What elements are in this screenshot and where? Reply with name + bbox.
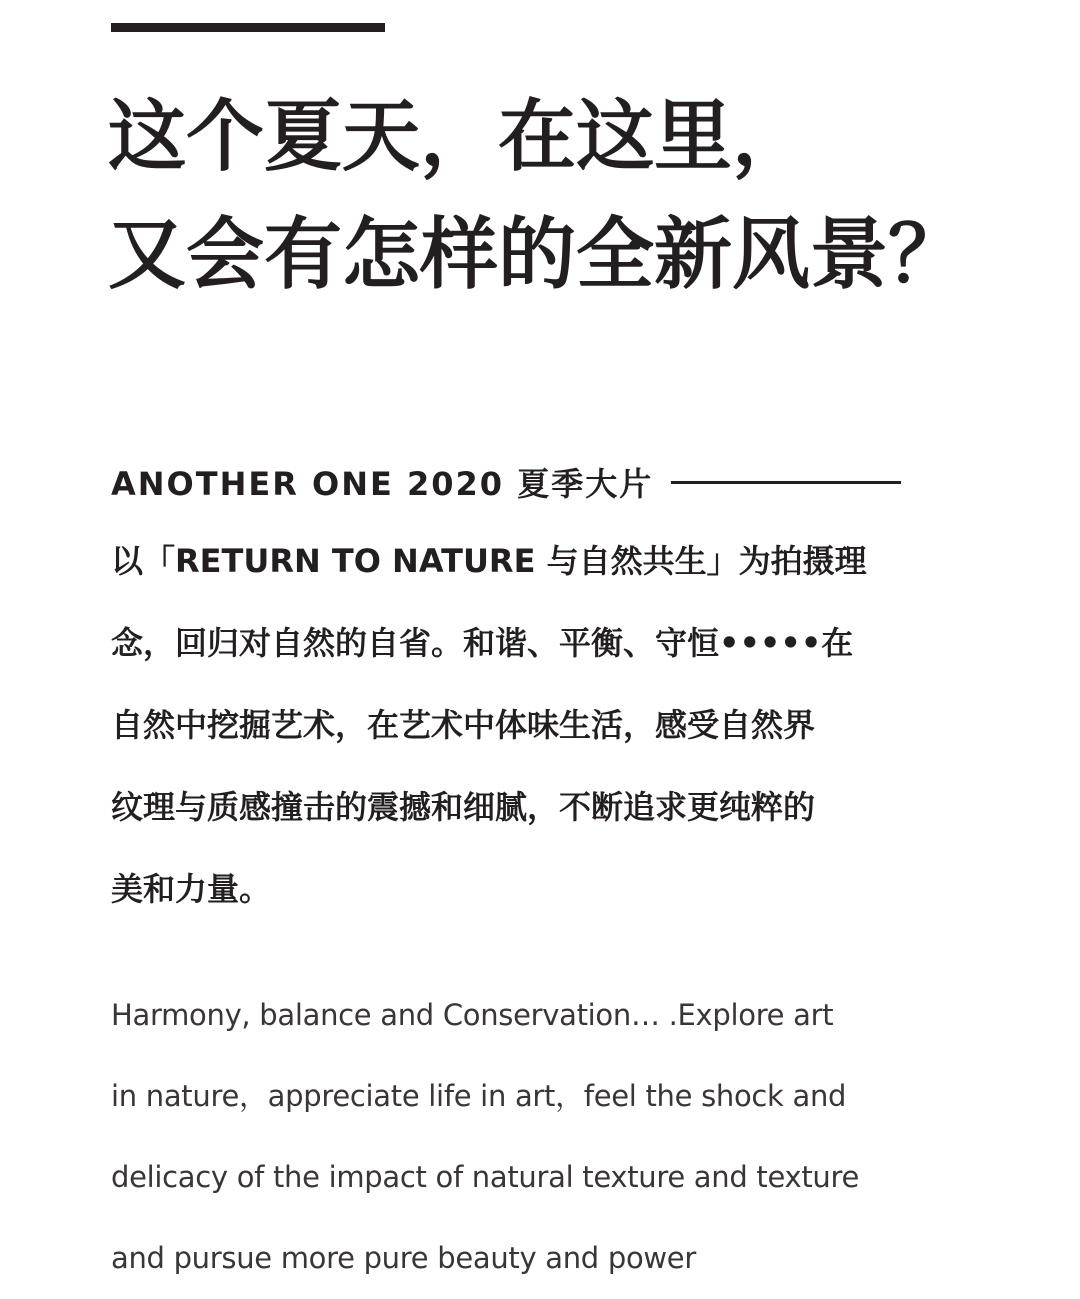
chinese-paragraph-line: 以「RETURN TO NATURE 与自然共生」为拍摄理 <box>111 542 867 580</box>
english-paragraph-line: in nature，appreciate life in art，feel the shock and <box>111 1079 847 1113</box>
top-decorative-rule <box>111 23 385 32</box>
headline-line-1: 这个夏天，在这里， <box>108 92 811 182</box>
headline-line-2: 又会有怎样的全新风景？ <box>108 210 967 300</box>
subheading-rule <box>671 481 901 484</box>
chinese-paragraph-line: 自然中挖掘艺术，在艺术中体味生活，感受自然界 <box>111 706 816 744</box>
english-paragraph <box>111 975 991 1299</box>
english-paragraph-line: Harmony, balance and Conservation… .Explore art <box>111 998 834 1032</box>
headline <box>108 78 1048 314</box>
english-paragraph-line: delicacy of the impact of natural texture and texture <box>111 1160 860 1194</box>
chinese-paragraph-line: 美和力量。 <box>111 870 272 908</box>
subheading-row <box>111 455 951 509</box>
chinese-paragraph-line: 纹理与质感撞击的震撼和细腻，不断追求更纯粹的 <box>111 788 816 826</box>
chinese-paragraph <box>111 520 971 930</box>
english-paragraph-line: and pursue more pure beauty and power <box>111 1241 696 1275</box>
chinese-paragraph-line: 念，回归对自然的自省。和谐、平衡、守恒•••••在 <box>111 624 854 662</box>
subheading: ANOTHER ONE 2020 夏季大片 <box>111 465 654 503</box>
